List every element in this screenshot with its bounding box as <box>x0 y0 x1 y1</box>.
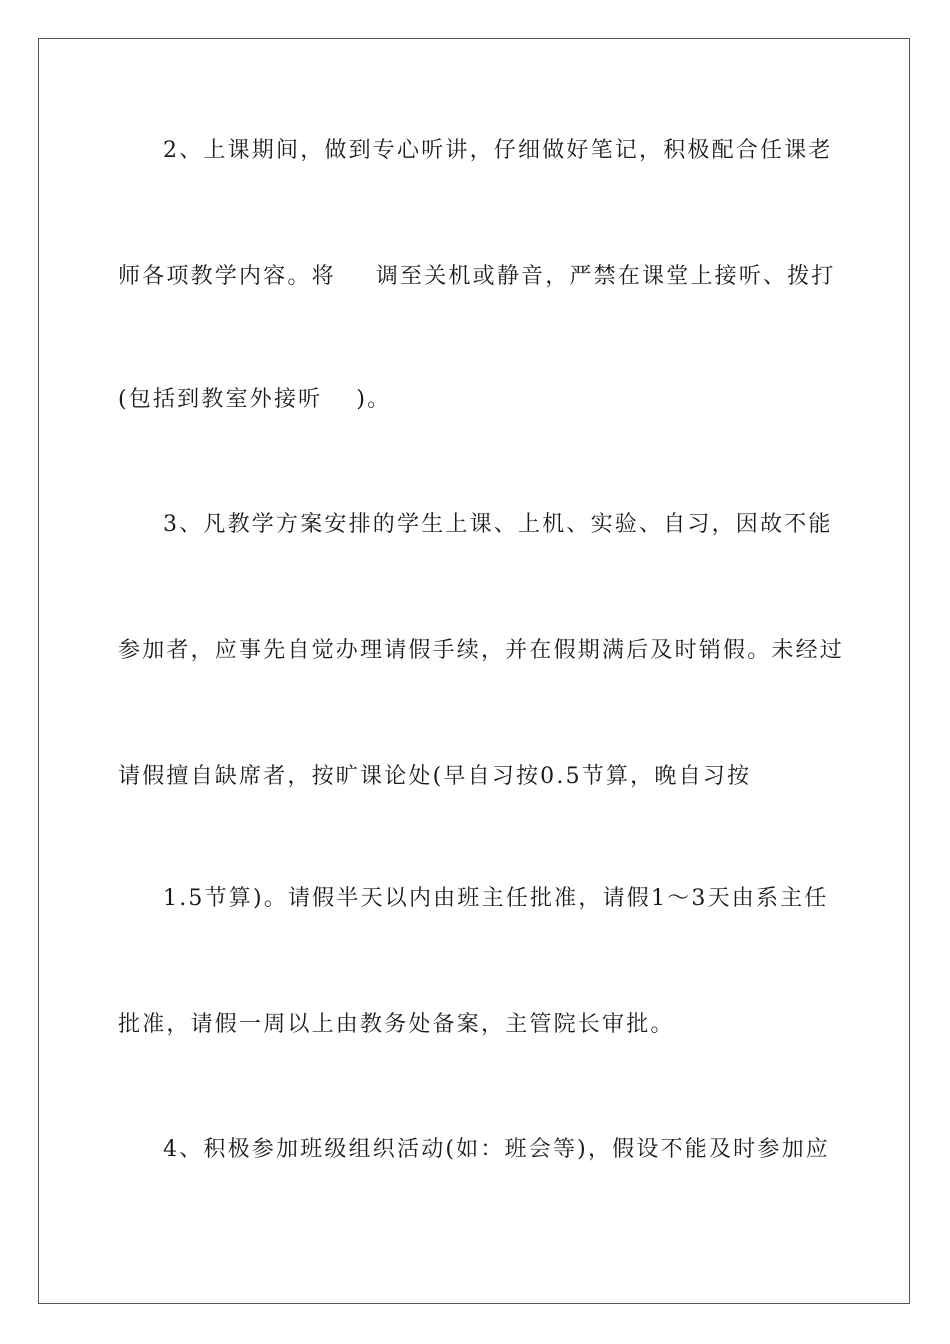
paragraph-2-line-3-part-b: )。 <box>356 387 392 412</box>
paragraph-2-line-1: 2、上课期间，做到专心听讲，仔细做好笔记，积极配合任课老 <box>163 138 833 163</box>
paragraph-3-line-1: 3、凡教学方案安排的学生上课、上机、实验、自习，因故不能 <box>163 512 833 537</box>
paragraph-3-line-2: 参加者，应事先自觉办理请假手续，并在假期满后及时销假。未经过 <box>118 638 845 663</box>
paragraph-2-line-3 <box>118 385 391 415</box>
paragraph-3-line-4: 1.5节算)。请假半天以内由班主任批准，请假1～3天由系主任 <box>163 886 829 911</box>
paragraph-2-line-2 <box>118 262 836 292</box>
page-frame <box>38 38 910 1304</box>
paragraph-3-line-3: 请假擅自缺席者，按旷课论处(早自习按0.5节算，晚自习按 <box>118 764 752 789</box>
paragraph-2-line-2-part-a: 师各项教学内容。将 <box>118 264 336 289</box>
paragraph-4-line-1: 4、积极参加班级组织活动(如：班会等)，假设不能及时参加应 <box>163 1137 830 1162</box>
paragraph-2-line-2-part-b: 调至关机或静音，严禁在课堂上接听、拨打 <box>375 264 836 289</box>
paragraph-3-line-5: 批准，请假一周以上由教务处备案，主管院长审批。 <box>118 1012 675 1037</box>
paragraph-2-line-3-part-a: (包括到教室外接听 <box>118 387 323 412</box>
